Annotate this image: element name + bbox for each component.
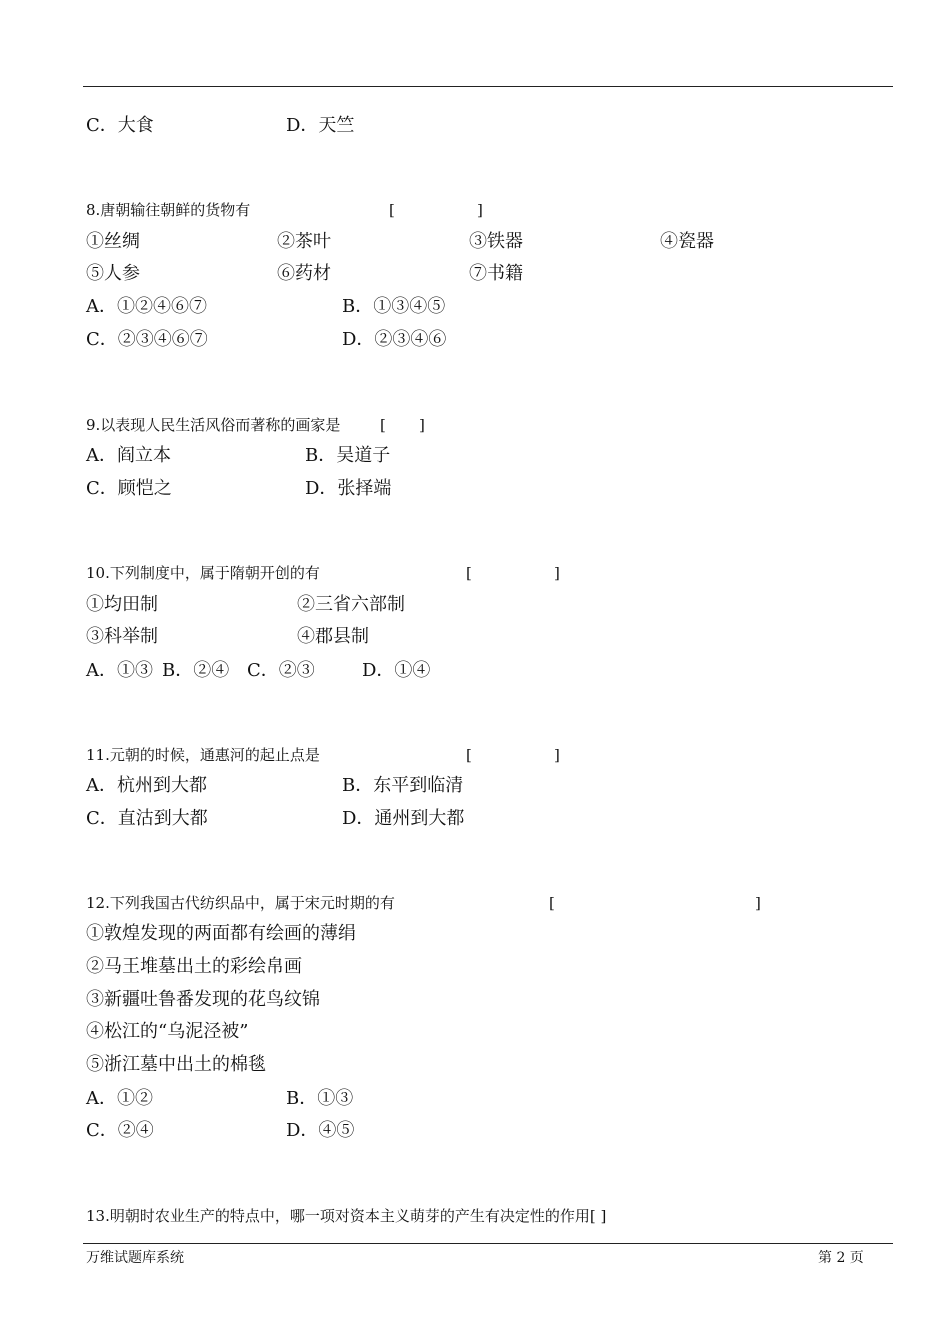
q9-bracket-close: ] bbox=[419, 416, 425, 434]
q10-item: ③科举制 bbox=[86, 626, 158, 647]
q7-option-d: D．天竺 bbox=[286, 115, 355, 136]
q10-stem: 10.下列制度中，属于隋朝开创的有 bbox=[86, 564, 320, 582]
q11-stem: 11.元朝的时候，通惠河的起止点是 bbox=[86, 746, 320, 764]
q8-bracket-open: [ bbox=[389, 201, 395, 219]
q11-bracket-open: [ bbox=[466, 746, 472, 764]
q11-option-c: C．直沽到大都 bbox=[86, 808, 208, 829]
footer-page-number: 第 2 页 bbox=[818, 1250, 864, 1266]
footer-rule bbox=[83, 1243, 893, 1244]
q10-bracket-open: [ bbox=[466, 564, 472, 582]
q12-option-c: C．②④ bbox=[86, 1120, 154, 1141]
q11-option-a: A．杭州到大都 bbox=[86, 775, 207, 796]
q10-item: ①均田制 bbox=[86, 594, 158, 615]
q8-option-a: A．①②④⑥⑦ bbox=[86, 296, 207, 317]
q8-bracket-close: ] bbox=[477, 201, 483, 219]
q12-option-d: D．④⑤ bbox=[286, 1120, 355, 1141]
q10-option-a: A．①③ bbox=[86, 660, 153, 681]
q12-item: ③新疆吐鲁番发现的花鸟纹锦 bbox=[86, 989, 320, 1010]
q8-item: ④瓷器 bbox=[660, 231, 714, 252]
q10-bracket-close: ] bbox=[554, 564, 560, 582]
q11-option-b: B．东平到临清 bbox=[342, 775, 464, 796]
q13-stem: 13.明朝时农业生产的特点中，哪一项对资本主义萌芽的产生有决定性的作用[ ] bbox=[86, 1207, 607, 1225]
q7-option-c: C．大食 bbox=[86, 115, 154, 136]
q8-item: ⑤人参 bbox=[86, 263, 140, 284]
q8-stem: 8.唐朝输往朝鲜的货物有 bbox=[86, 201, 251, 219]
q11-option-d: D．通州到大都 bbox=[342, 808, 465, 829]
q8-item: ①丝绸 bbox=[86, 231, 140, 252]
q9-option-a: A．阎立本 bbox=[86, 445, 171, 466]
q12-stem: 12.下列我国古代纺织品中，属于宋元时期的有 bbox=[86, 894, 395, 912]
q9-bracket-open: [ bbox=[380, 416, 386, 434]
q12-bracket-close: ] bbox=[755, 894, 761, 912]
q12-bracket-open: [ bbox=[549, 894, 555, 912]
q12-item: ④松江的“乌泥泾被” bbox=[86, 1021, 249, 1042]
q11-bracket-close: ] bbox=[554, 746, 560, 764]
q9-option-d: D．张择端 bbox=[305, 478, 392, 499]
q12-item: ⑤浙江墓中出土的棉毯 bbox=[86, 1054, 266, 1075]
q12-item: ②马王堆墓出土的彩绘帛画 bbox=[86, 956, 302, 977]
q12-item: ①敦煌发现的两面都有绘画的薄绢 bbox=[86, 923, 356, 944]
q9-stem: 9.以表现人民生活风俗而著称的画家是 bbox=[86, 416, 341, 434]
q12-option-b: B．①③ bbox=[286, 1088, 354, 1109]
q12-option-a: A．①② bbox=[86, 1088, 153, 1109]
q8-option-c: C．②③④⑥⑦ bbox=[86, 329, 208, 350]
q8-item: ②茶叶 bbox=[277, 231, 331, 252]
q8-option-d: D．②③④⑥ bbox=[342, 329, 447, 350]
q10-option-b: B．②④ bbox=[162, 660, 230, 681]
q10-item: ②三省六部制 bbox=[297, 594, 405, 615]
q8-item: ⑥药材 bbox=[277, 263, 331, 284]
q9-option-c: C．顾恺之 bbox=[86, 478, 172, 499]
q8-item: ③铁器 bbox=[469, 231, 523, 252]
q10-option-d: D．①④ bbox=[362, 660, 431, 681]
header-rule bbox=[83, 86, 893, 87]
q8-item: ⑦书籍 bbox=[469, 263, 523, 284]
footer-system-name: 万维试题库系统 bbox=[86, 1250, 184, 1266]
q8-option-b: B．①③④⑤ bbox=[342, 296, 446, 317]
q10-item: ④郡县制 bbox=[297, 626, 369, 647]
q10-option-c: C．②③ bbox=[247, 660, 315, 681]
q9-option-b: B．吴道子 bbox=[305, 445, 391, 466]
